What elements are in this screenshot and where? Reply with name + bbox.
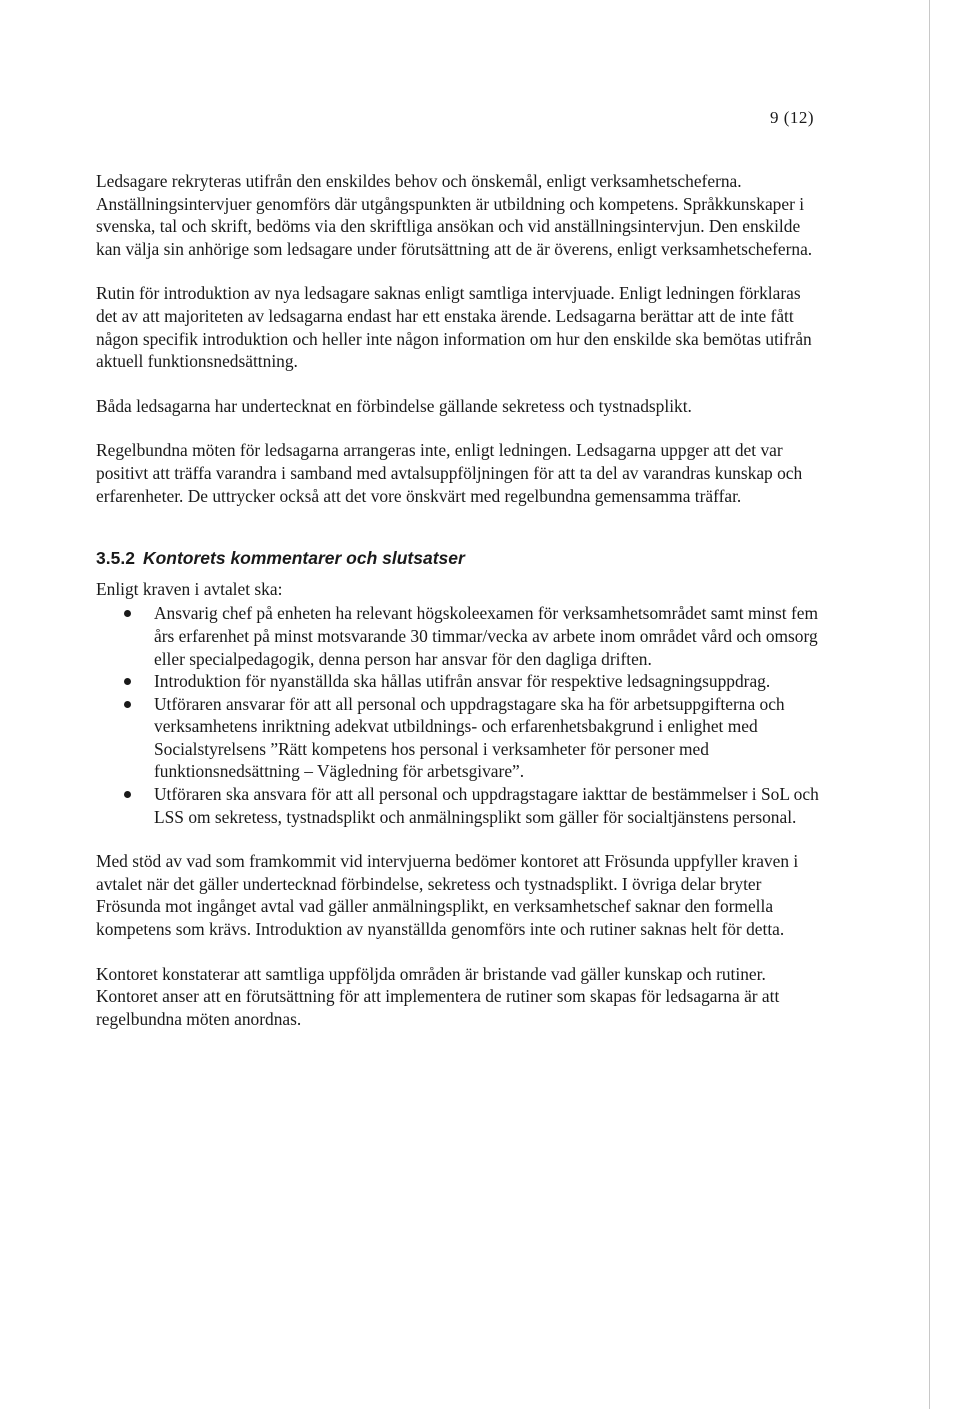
- list-item: [96, 783, 826, 828]
- paragraph-meetings: Regelbundna möten för ledsagarna arrangeras inte, enligt ledningen. Ledsagarna uppger att det var positivt att träffa varandra i samband med avtalsuppföljningen för att ta del av varandras kunskap och erfarenheter. De uttrycker också att det vore önskvärt med regelbundna gemensamma träffar.: [96, 440, 803, 506]
- section-title: Kontorets kommentarer och slutsatser: [142, 548, 465, 569]
- list-item-text: Utföraren ansvarar för att all personal och uppdragstagare ska ha för arbetsuppgifterna och verksamhetens inriktning adekvat utbildnings- och erfarenhetsbakgrund i enlighet med Socialstyrelsens ”Rätt kompetens hos personal i verksamheter för personer med funktionsnedsättning – Vägledning för arbetsgivare”.: [154, 693, 785, 782]
- bullet-icon: [124, 701, 131, 708]
- list-item: [96, 670, 826, 693]
- paragraph-confidentiality: Båda ledsagarna har undertecknat en förbindelse gällande sekretess och tystnadsplikt.: [96, 395, 692, 416]
- list-item-text: Introduktion för nyanställda ska hållas utifrån ansvar för respektive ledsagningsuppdrag.: [154, 671, 771, 692]
- list-item: [96, 693, 826, 783]
- section-heading: [96, 547, 826, 570]
- paragraph-conclusion: Kontoret konstaterar att samtliga uppföljda områden är bristande vad gäller kunskap och rutiner. Kontoret anser att en förutsättning för att implementera de rutiner som skapas för ledsagarna är att regelbundna möten anordnas.: [96, 963, 780, 1029]
- document-body: [96, 170, 826, 1052]
- paragraph-introduction-routine: Rutin för introduktion av nya ledsagare saknas enligt samtliga intervjuade. Enligt ledningen förklaras det av att majoriteten av ledsagarna endast har ett enstaka ärende. Ledsagarna berättar att de inte fått någon specifik introduktion och heller inte någon information om hur den enskilde ska bemötas utifrån aktuell funktionsnedsättning.: [96, 283, 812, 372]
- section-number: 3.5.2: [96, 548, 135, 569]
- list-item: [96, 602, 826, 670]
- page-number: 9 (12): [770, 108, 815, 127]
- paragraph-recruitment: Ledsagare rekryteras utifrån den enskildes behov och önskemål, enligt verksamhetscheferna. Anställningsintervjuer genomförs där utgångspunkten är utbildning och kompetens. Språkkunskaper i svenska, tal och skrift, bedöms via den skriftliga ansökan och vid anställningsintervjun. Den enskilde kan välja sin anhörige som ledsagare under förutsättning att de är överens, enligt verksamhetscheferna.: [96, 171, 813, 259]
- list-item-text: Ansvarig chef på enheten ha relevant högskoleexamen för verksamhetsområdet samt minst fem års erfarenhet på minst motsvarande 30 timmar/vecka av arbete inom området vård och omsorg eller specialpedagogik, denna person har ansvar för den dagliga driften.: [154, 603, 818, 669]
- bullet-icon: [124, 610, 131, 617]
- requirements-intro: Enligt kraven i avtalet ska:: [96, 578, 283, 599]
- paragraph-assessment: Med stöd av vad som framkommit vid intervjuerna bedömer kontoret att Frösunda uppfyller kraven i avtalet när det gäller undertecknad förbindelse, sekretess och tystnadsplikt. I övriga delar bryter Frösunda mot ingånget avtal vad gäller anmälningsplikt, en verksamhetschef saknar den formella kompetens som krävs. Introduktion av nyanställda genomförs inte och rutiner saknas helt för detta.: [96, 851, 799, 940]
- bullet-icon: [124, 791, 131, 798]
- page-edge-line: [929, 0, 930, 1409]
- bullet-icon: [124, 678, 131, 685]
- requirements-list: [96, 602, 826, 828]
- list-item-text: Utföraren ska ansvara för att all personal och uppdragstagare iakttar de bestämmelser i SoL och LSS om sekretess, tystnadsplikt och anmälningsplikt som gäller för socialtjänstens personal.: [154, 784, 819, 827]
